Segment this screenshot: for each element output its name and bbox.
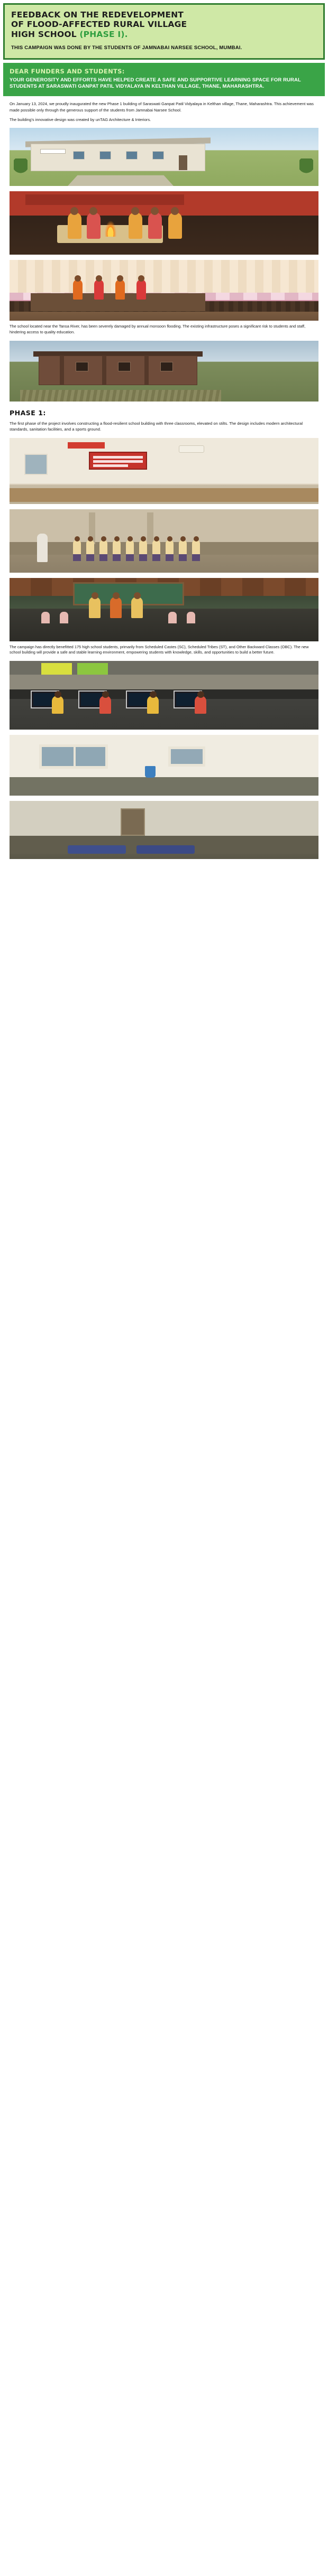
student-head: [150, 691, 157, 698]
student-head: [141, 536, 146, 542]
old-window: [118, 362, 131, 371]
corridor-pillar: [147, 512, 153, 544]
performer: [136, 279, 146, 300]
student-head: [101, 536, 106, 542]
feedback-report-page: [0, 3, 328, 870]
large-window: [39, 744, 108, 769]
student-head: [180, 536, 186, 542]
havan-fire: [105, 221, 116, 237]
seated-student: [187, 612, 195, 623]
photo-student-assembly: [10, 509, 318, 573]
photo-damaged-old-school: [10, 341, 318, 402]
attendee: [129, 212, 142, 239]
hero-panel: [3, 3, 325, 60]
student-at-computer: [147, 696, 159, 714]
guest: [110, 597, 122, 618]
attendee-head: [171, 207, 179, 215]
student-uniform: [73, 554, 81, 561]
damage-caption: The school located near the Tansa River, has been severely damaged by annual monsoon flooding. The existing infrastructure poses a significant risk to students and staff, hindering access to quality education.: [10, 324, 306, 335]
wooden-door: [121, 808, 145, 836]
seated-student: [60, 612, 68, 623]
photo-computer-lab: [10, 661, 318, 730]
student: [179, 540, 187, 561]
student-head: [102, 691, 109, 698]
performer: [94, 279, 104, 300]
student-uniform: [86, 554, 94, 561]
thank-you-heading: DEAR FUNDERS AND STUDENTS:: [10, 67, 125, 75]
thank-you-band: [3, 63, 325, 97]
student-head: [75, 536, 80, 542]
building-window: [99, 151, 111, 160]
teacher: [37, 534, 48, 562]
performer: [115, 279, 125, 300]
support-column: [60, 356, 64, 385]
guest-head: [134, 592, 141, 599]
student-head: [197, 691, 204, 698]
student: [126, 540, 134, 561]
guest-head: [92, 592, 98, 599]
building-window: [73, 151, 85, 160]
corridor-wall: [10, 509, 318, 542]
phase-1-block: [0, 409, 328, 433]
guest: [89, 597, 101, 618]
student: [73, 540, 81, 561]
classroom-floor: [10, 488, 318, 502]
performer-head: [117, 275, 123, 282]
guest-head: [113, 592, 120, 599]
stage-curtain: [10, 260, 318, 293]
seated-student: [168, 612, 177, 623]
hall-wall: [10, 801, 318, 836]
school-signboard: [40, 149, 66, 154]
side-window: [168, 746, 205, 767]
thank-you-body: YOUR GENEROSITY AND EFFORTS HAVE HELPED CREATE A SAFE AND SUPPORTIVE LEARNING SPACE FOR RURAL STUDENTS AT SARASWATI GANPAT PATIL VIDYALAYA IN KELTHAN VILLAGE, THANE, MAHARASHTRA.: [10, 77, 301, 90]
lab-table: [10, 675, 318, 689]
photo-inauguration-havan: [10, 191, 318, 255]
classroom-window: [24, 454, 48, 475]
photo-classroom-event: [10, 578, 318, 641]
student-uniform: [99, 554, 107, 561]
student-uniform: [166, 554, 174, 561]
student: [192, 540, 200, 561]
intro-paragraph: On January 13, 2024, we proudly inaugurated the new Phase 1 building of Saraswati Ganpat Patil Vidyalaya in Kelthan village, Thane, Maharashtra. This achievement was made possible only through the generous support of the students from Jamnabai Narsee School.: [10, 101, 314, 113]
performer-head: [75, 275, 81, 282]
seated-student: [41, 612, 50, 623]
tree: [299, 158, 313, 176]
student-head: [127, 536, 133, 542]
floor-mat: [136, 845, 195, 854]
architect-credit: The building's innovative design was created by unTAG Architecture & Interiors.: [10, 117, 151, 123]
building-door: [179, 155, 187, 170]
student: [86, 540, 94, 561]
photo-stage-performance: [10, 260, 318, 321]
window-mullion: [74, 747, 76, 766]
photo-classroom-notice-board: [10, 438, 318, 504]
photo-empty-classroom: [10, 735, 318, 796]
water-bucket: [145, 766, 156, 778]
report-header: [0, 3, 328, 96]
attendee: [148, 212, 162, 239]
support-column: [102, 356, 106, 385]
old-window: [76, 362, 88, 371]
notice-line: [93, 464, 128, 467]
phase-1-paragraph: The first phase of the project involves constructing a flood-resilient school building with three classrooms, elevated on stilts. The design includes modern architectural standards, sanitation facilities, and a sports ground.: [10, 421, 303, 432]
attendee: [68, 212, 81, 239]
student-head: [54, 691, 61, 698]
photo-hall-with-mats: [10, 801, 318, 859]
student-uniform: [113, 554, 121, 561]
student-uniform: [152, 554, 160, 561]
wall-banner: [68, 442, 105, 449]
beneficiaries-caption: The campaign has directly benefitted 175 high school students, primarily from Scheduled Castes (SC), Scheduled Tribes (ST), and Other Backward Classes (OBC). The new school building will provide a safe and stable learning environment, empowering students with knowledge, skills, and opportunities to build a better future.: [10, 644, 309, 655]
assembly-ground: [10, 542, 318, 555]
photo-new-school-exterior: [10, 128, 318, 186]
classroom-floor: [10, 777, 318, 796]
performer-head: [96, 275, 102, 282]
building-window: [152, 151, 164, 160]
student: [152, 540, 160, 561]
notice-line: [93, 456, 143, 459]
attendee-head: [70, 207, 78, 215]
wall-poster: [41, 663, 72, 675]
ground-path: [68, 175, 174, 186]
wall-poster: [77, 663, 108, 675]
classroom-wall: [10, 438, 318, 483]
phase-1-heading: PHASE 1:: [10, 408, 46, 417]
page-subtitle: THIS CAMPAIGN WAS DONE BY THE STUDENTS OF JAMNABAI NARSEE SCHOOL, MUMBAI.: [11, 44, 242, 51]
guest: [131, 597, 143, 618]
red-notice-board: [89, 452, 147, 470]
building-window: [126, 151, 138, 160]
floor-mat: [68, 845, 126, 854]
student: [113, 540, 121, 561]
student-at-computer: [195, 696, 206, 714]
student-at-computer: [99, 696, 111, 714]
attendee-head: [151, 207, 159, 215]
student-head: [154, 536, 159, 542]
performer-head: [138, 275, 144, 282]
page-title: [11, 10, 317, 39]
notice-line: [93, 460, 143, 463]
title-line-3: HIGH SCHOOL: [11, 29, 77, 39]
attendee: [168, 212, 182, 239]
student-head: [194, 536, 199, 542]
attendee-head: [131, 207, 139, 215]
student: [99, 540, 107, 561]
student-uniform: [179, 554, 187, 561]
title-line-2: OF FLOOD-AFFECTED RURAL VILLAGE: [11, 20, 187, 30]
student-uniform: [126, 554, 134, 561]
student-head: [88, 536, 93, 542]
support-column: [144, 356, 149, 385]
attendee: [87, 212, 101, 239]
student-at-computer: [52, 696, 63, 714]
student: [166, 540, 174, 561]
tree: [14, 158, 28, 176]
attendee-head: [89, 207, 97, 215]
student-head: [167, 536, 172, 542]
title-phase-label: (PHASE I).: [79, 29, 128, 39]
student-uniform: [192, 554, 200, 561]
student-head: [114, 536, 120, 542]
old-window: [160, 362, 173, 371]
ceiling-light: [179, 445, 204, 453]
intro-text-block: [0, 101, 328, 123]
performer: [73, 279, 83, 300]
student-uniform: [139, 554, 147, 561]
flood-debris: [20, 390, 221, 402]
backdrop-banner: [25, 194, 184, 205]
student: [139, 540, 147, 561]
title-line-1: FEEDBACK ON THE REDEVELOPMENT: [11, 10, 184, 20]
